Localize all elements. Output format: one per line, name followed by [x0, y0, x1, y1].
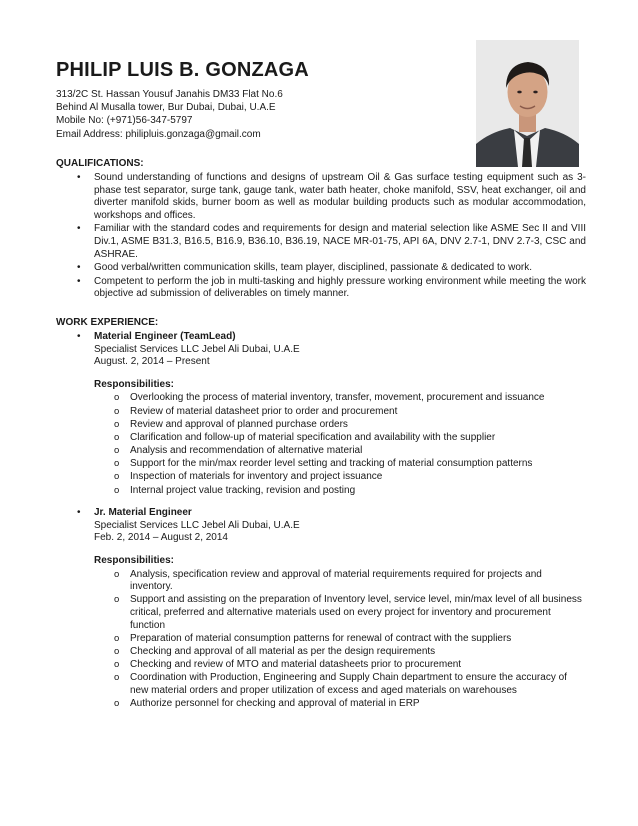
qualification-item: • Good verbal/written communication skills, team player, disciplined, passionate & dedicated to work. [56, 262, 586, 275]
responsibility-item: o Checking and approval of all material as per the design requirements [94, 646, 586, 659]
qualification-item: • Sound understanding of functions and designs of upstream Oil & Gas surface testing equipment such as 3-phase test separator, surge tank, gauge tank, water bath heater, choke manifold, SSV, heat exchanger, oil and diverter manifold skids, burner boom as well as modular building products such as modular accommodation, workshops and offices. [56, 172, 586, 222]
responsibility-item: o Checking and review of MTO and material datasheets prior to procurement [94, 659, 586, 672]
qualification-item: • Competent to perform the job in multi-tasking and highly pressure working environment while meeting the work objective ad submission of deliverables on timely manner. [56, 276, 586, 301]
work-experience-heading: WORK EXPERIENCE: [56, 316, 159, 328]
address-line-2: Behind Al Musalla tower, Bur Dubai, Dubai, U.A.E [56, 102, 276, 114]
responsibility-item: o Analysis and recommendation of alternative material [94, 445, 586, 458]
responsibility-item: o Review of material datasheet prior to order and procurement [94, 406, 586, 419]
qualifications-list [56, 172, 586, 301]
address-line-1: 313/2C St. Hassan Yousuf Janahis DM33 Flat No.6 [56, 89, 283, 100]
job-company: Specialist Services LLC Jebel Ali Dubai, U.A.E [94, 519, 300, 531]
responsibilities-heading: Responsibilities: [94, 555, 175, 566]
qualifications-heading: QUALIFICATIONS: [56, 158, 144, 169]
responsibility-item: o Clarification and follow-up of material specification and availability with the supplier [94, 432, 586, 445]
responsibility-item: o Preparation of material consumption patterns for renewal of contract with the suppliers [94, 633, 586, 646]
job-entry [56, 507, 586, 710]
responsibility-item: o Analysis, specification review and approval of material requirements required for projects and inventory. [94, 569, 586, 594]
bullet-icon: • [77, 330, 81, 342]
qualification-item: • Familiar with the standard codes and requirements for design and material selection like ASME Sec II and VIII Div.1, ASME B31.3, B16.5, B16.9, B36.10, B36.19, NACE MR-01-75, API 6A, DNV 2.7-1, DNV 2.7-3, CSC and ASHRAE. [56, 223, 586, 261]
job-dates: Feb. 2, 2014 – August 2, 2014 [94, 532, 228, 544]
job-company: Specialist Services LLC Jebel Ali Dubai, U.A.E [94, 343, 300, 355]
mobile-number: Mobile No: (+971)56-347-5797 [56, 115, 193, 127]
candidate-name: PHILIP LUIS B. GONZAGA [56, 59, 309, 81]
responsibility-item: o Internal project value tracking, revision and posting [94, 485, 586, 498]
job-title: Jr. Material Engineer [94, 507, 192, 519]
responsibility-item: o Support for the min/max reorder level setting and tracking of material consumption patterns [94, 458, 586, 471]
responsibility-item: o Overlooking the process of material inventory, transfer, movement, procurement and issuance [94, 392, 586, 405]
profile-photo-illustration [476, 40, 579, 167]
responsibility-item: o Authorize personnel for checking and approval of material in ERP [94, 698, 586, 711]
resume-body [56, 157, 586, 711]
profile-photo [476, 40, 579, 167]
email-address: Email Address: philipluis.gonzaga@gmail.com [56, 128, 261, 140]
responsibility-item: o Coordination with Production, Engineering and Supply Chain department to ensure the accuracy of new material orders and proper utilization of excess and aged materials on warehouses [94, 672, 586, 697]
job-title: Material Engineer (TeamLead) [94, 330, 236, 342]
responsibilities-heading: Responsibilities: [94, 378, 175, 390]
bullet-icon: • [77, 507, 81, 519]
job-entry [56, 331, 586, 497]
responsibilities-list [94, 569, 586, 711]
responsibility-item: o Inspection of materials for inventory and project issuance [94, 471, 586, 484]
responsibilities-list [94, 392, 586, 497]
responsibility-item: o Support and assisting on the preparation of Inventory level, service level, min/max level of all business critical, preferred and alternative materials used on every project for inventory and procurement function [94, 594, 586, 632]
resume-header [56, 58, 476, 141]
responsibility-item: o Review and approval of planned purchase orders [94, 419, 586, 432]
job-dates: August. 2, 2014 – Present [94, 356, 210, 368]
